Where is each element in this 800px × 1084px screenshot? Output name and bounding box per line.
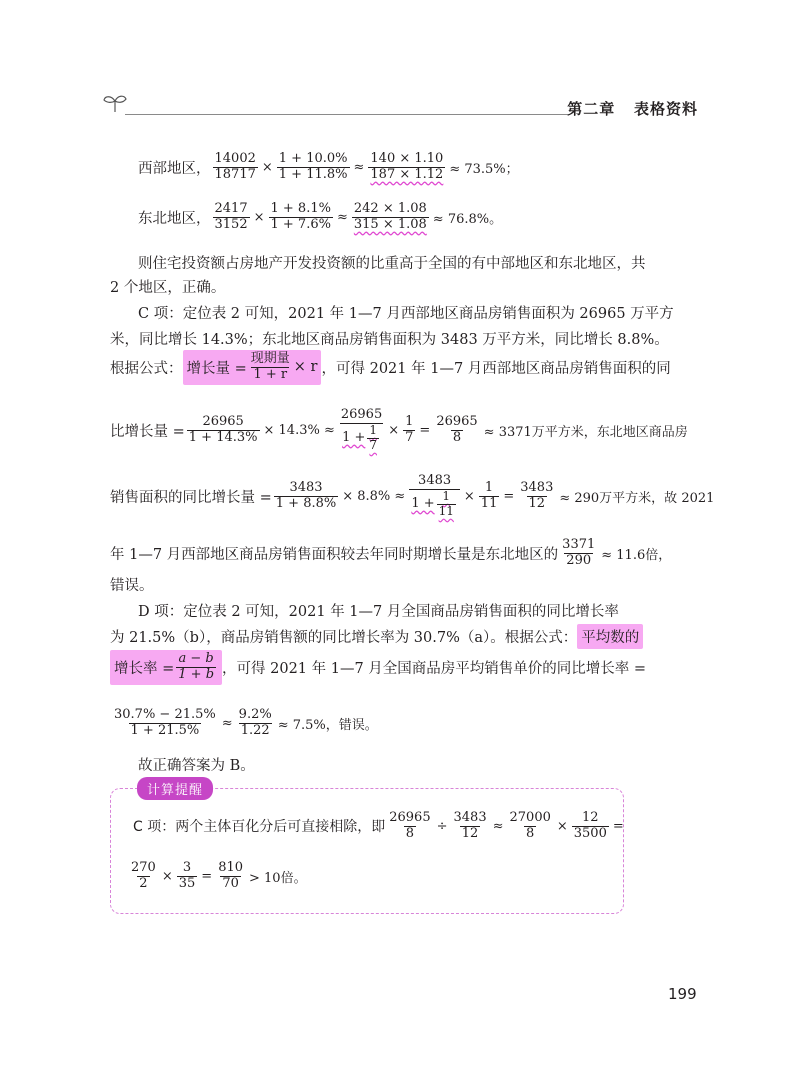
option-d-line: D 项：定位表 2 可知，2021 年 1—7 月全国商品房销售面积的同比增长率: [138, 604, 619, 620]
fraction: $\frac{1 + 10.0\%}{1 + 11.8\%}$: [278, 151, 348, 182]
option-c-line: 错误。: [110, 578, 154, 594]
tip-line: $\frac{270}{2}$ × $\frac{3}{35}$ = $\frac{810}{70}$ > 10倍。: [131, 860, 307, 891]
chapter-number: 第二章: [567, 100, 616, 118]
fraction: $\frac{140 \times 1.10}{187 \times 1.12}$: [370, 151, 444, 182]
west-label: 西部地区，: [138, 160, 211, 177]
page-number: 199: [668, 985, 697, 1003]
fraction: $\frac{242 \times 1.08}{315 \times 1.08}$: [353, 201, 427, 232]
highlighted-formula: 增长率 = $\frac{a - b}{1 + b}$: [110, 650, 222, 685]
chapter-title: [567, 98, 698, 119]
page-header: [103, 92, 698, 122]
header-rule: [125, 114, 570, 115]
chapter-name: 表格资料: [633, 100, 698, 118]
highlighted-formula: 增长量 = $\frac{\text{现期量}}{1 + r}$ × r: [183, 350, 322, 385]
option-c-line: 米，同比增长 14.3%；东北地区商品房销售面积为 3483 万平方米，同比增长 8.8%。: [110, 332, 669, 348]
option-d-formula-line: 增长率 = $\frac{a - b}{1 + b}$ ，可得 2021 年 1—7 月全国商品房平均销售单价的同比增长率 =: [110, 650, 646, 685]
highlighted-formula: 平均数的: [577, 624, 643, 649]
final-answer: 故正确答案为 B。: [138, 758, 255, 774]
paragraph-line: 2 个地区，正确。: [110, 280, 226, 296]
fraction: $\frac{2417}{3152}$: [214, 201, 248, 232]
option-d-calc-line: $\frac{30.7\% - 21.5\%}{1 + 21.5\%}$ ≈ $\frac{9.2\%}{1.22}$ ≈ 7.5%，错误。: [114, 707, 378, 738]
option-c-west-growth-line: 比增长量 = $\frac{26965}{1 + 14.3\%}$ × 14.3% ≈ 26965 1 + $\frac{1}{7}$ × $\frac{1}{7}$ = $\frac{26965}{8}$ ≈ 3371万平方米，东北地区商品房: [110, 407, 688, 452]
option-c-formula-line: 根据公式： 增长量 = $\frac{\text{现期量}}{1 + r}$ × r ，可得 2021 年 1—7 月西部地区商品房销售面积的同: [110, 350, 671, 385]
northeast-result: ≈ 76.8%。: [432, 211, 503, 227]
paragraph-line: 则住宅投资额占房地产开发投资额的比重高于全国的有中部地区和东北地区，共: [138, 256, 646, 272]
tip-line: C 项：两个主体百化分后可直接相除，即 $\frac{26965}{8}$ ÷ $\frac{3483}{12}$ ≈ $\frac{27000}{8}$ × $\frac{12}{3500}$ =: [133, 810, 624, 841]
sprout-icon: [103, 92, 127, 114]
tip-tag: 计算提醒: [137, 777, 213, 800]
northeast-calc-line: 东北地区， $\frac{2417}{3152}$ × $\frac{1 + 8.1\%}{1 + 7.6\%}$ ≈ $\frac{242 \times 1.08}{315 \times 1.08}$ ≈ 76.8%。: [138, 201, 503, 232]
option-c-ratio-line: 年 1—7 月西部地区商品房销售面积较去年同时期增长量是东北地区的 $\frac{3371}{290}$ ≈ 11.6倍，: [110, 537, 672, 568]
fraction: $\frac{1 + 8.1\%}{1 + 7.6\%}$: [270, 201, 331, 232]
option-c-line: C 项：定位表 2 可知，2021 年 1—7 月西部地区商品房销售面积为 26965 万平方: [138, 306, 674, 322]
west-result: ≈ 73.5%；: [449, 161, 519, 177]
option-c-northeast-growth-line: 销售面积的同比增长量 = $\frac{3483}{1 + 8.8\%}$ × 8.8% ≈ 3483 1 + $\frac{1}{11}$ × $\frac{1}{11}$ = $\frac{3483}{12}$ ≈ 290万平方米，故 2021: [110, 473, 715, 518]
calculation-tip-box: [110, 783, 624, 914]
northeast-label: 东北地区，: [138, 210, 211, 227]
option-d-line: 为 21.5%（b），商品房销售额的同比增长率为 30.7%（a）。根据公式： 平均数的: [110, 624, 643, 649]
west-calc-line: 西部地区， $\frac{14002}{18717}$ × $\frac{1 + 10.0\%}{1 + 11.8\%}$ ≈ $\frac{140 \times 1.10}{187 \times 1.12}$ ≈ 73.5%；: [138, 151, 519, 182]
fraction: $\frac{14002}{18717}$: [214, 151, 256, 182]
